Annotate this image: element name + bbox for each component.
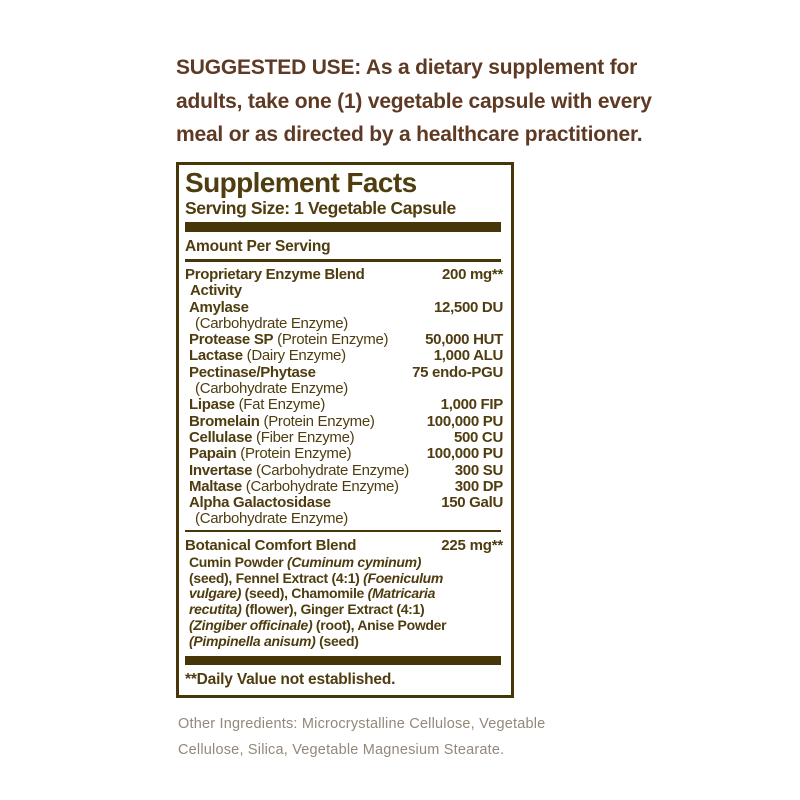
other-ingredients-line: Other Ingredients: Microcrystalline Cellulose, Vegetable [178,716,546,732]
ingredient-sub-detail: (Carbohydrate Enzyme) [195,314,348,332]
ingredient-detail: (Dairy Enzyme) [242,347,346,365]
ingredient-sub-detail: (Carbohydrate Enzyme) [195,510,348,528]
ingredient-name: Pectinase/Phytase [189,363,316,381]
ingredient-amount: 300 DP [454,477,503,495]
ingredient-name: Proprietary Enzyme Blend [185,266,365,283]
suggested-use-text [176,51,696,152]
other-ingredients-line: Cellulose, Silica, Vegetable Magnesium Stearate. [178,742,505,758]
ingredient-amount: 12,500 DU [433,298,503,316]
ingredient-detail: (Carbohydrate Enzyme) [241,477,399,495]
ingredient-name: Cellulase (Fiber Enzyme) [189,428,355,446]
ingredient-amount: 1,000 ALU [433,347,503,365]
divider-bar-top [185,222,501,232]
ingredient-row [185,414,503,430]
daily-value-footnote: **Daily Value not established. [185,670,396,688]
ingredient-sub-detail: (Carbohydrate Enzyme) [195,380,348,398]
panel-title: Supplement Facts [185,167,417,198]
botanical-blend-name: Botanical Comfort Blend [185,536,357,554]
ingredient-name: Bromelain (Protein Enzyme) [189,412,375,430]
supplement-facts-panel [176,162,514,698]
ingredient-name-line2: Activity [190,282,242,300]
suggested-use-line: meal or as directed by a healthcare practitioner. [176,123,643,146]
suggested-use-line: SUGGESTED USE: As a dietary supplement for [176,56,638,79]
ingredient-row [185,397,503,413]
ingredient-row [185,348,503,364]
ingredient-detail: (Fiber Enzyme) [252,428,355,446]
ingredient-name: Lactase (Dairy Enzyme) [189,347,346,365]
ingredient-amount: 100,000 PU [426,445,503,463]
botanical-ingredients-line: (Zingiber officinale) (root), Anise Powder [189,616,447,633]
enzyme-blend-rows [185,267,503,528]
botanical-blend-row [185,537,503,554]
ingredient-row [185,332,503,348]
divider-rule [185,259,501,262]
serving-size-text: Serving Size: 1 Vegetable Capsule [185,198,456,218]
ingredient-amount: 500 CU [453,428,503,446]
ingredient-detail: (Protein Enzyme) [259,412,375,430]
ingredient-amount: 100,000 PU [426,412,503,430]
botanical-ingredients-text [185,555,503,650]
ingredient-amount: 150 GalU [441,494,503,512]
ingredient-row [185,300,503,333]
amount-per-serving-label: Amount Per Serving [185,238,331,255]
ingredient-row [185,430,503,446]
ingredient-name: Papain (Protein Enzyme) [189,445,352,463]
ingredient-amount: 1,000 FIP [440,396,503,414]
ingredient-name: Protease SP (Protein Enzyme) [189,331,389,349]
ingredient-detail: (Protein Enzyme) [273,331,389,349]
ingredient-name: Invertase (Carbohydrate Enzyme) [189,461,409,479]
ingredient-name: Lipase (Fat Enzyme) [189,396,326,414]
botanical-ingredients-line: (Pimpinella anisum) (seed) [189,632,359,649]
ingredient-name: Maltase (Carbohydrate Enzyme) [189,477,399,495]
ingredient-detail: (Carbohydrate Enzyme) [252,461,409,479]
ingredient-detail: (Fat Enzyme) [234,396,326,414]
botanical-ingredients-line: Cumin Powder (Cuminum cyminum) [189,553,422,570]
divider-bar-bottom [185,656,501,665]
botanical-blend-amount: 225 mg** [441,536,503,554]
ingredient-amount: 50,000 HUT [425,331,503,349]
ingredient-amount: 200 mg** [442,266,503,283]
other-ingredients-text [178,711,578,763]
botanical-ingredients-line: vulgare) (seed), Chamomile (Matricaria [189,585,436,602]
ingredient-amount: 300 SU [454,461,503,479]
ingredient-row [185,463,503,479]
suggested-use-line: adults, take one (1) vegetable capsule with every [176,89,652,113]
ingredient-detail: (Protein Enzyme) [236,445,352,463]
ingredient-row [185,446,503,462]
ingredient-row [185,495,503,528]
ingredient-row [185,365,503,398]
ingredient-name: Alpha Galactosidase [189,494,331,512]
section-separator [185,530,501,532]
ingredient-row [185,267,503,300]
ingredient-name: Amylase [189,298,249,316]
ingredient-row [185,479,503,495]
botanical-ingredients-line: recutita) (flower), Ginger Extract (4:1) [189,601,425,618]
botanical-ingredients-line: (seed), Fennel Extract (4:1) (Foeniculum [189,569,444,586]
ingredient-amount: 75 endo-PGU [412,363,503,381]
